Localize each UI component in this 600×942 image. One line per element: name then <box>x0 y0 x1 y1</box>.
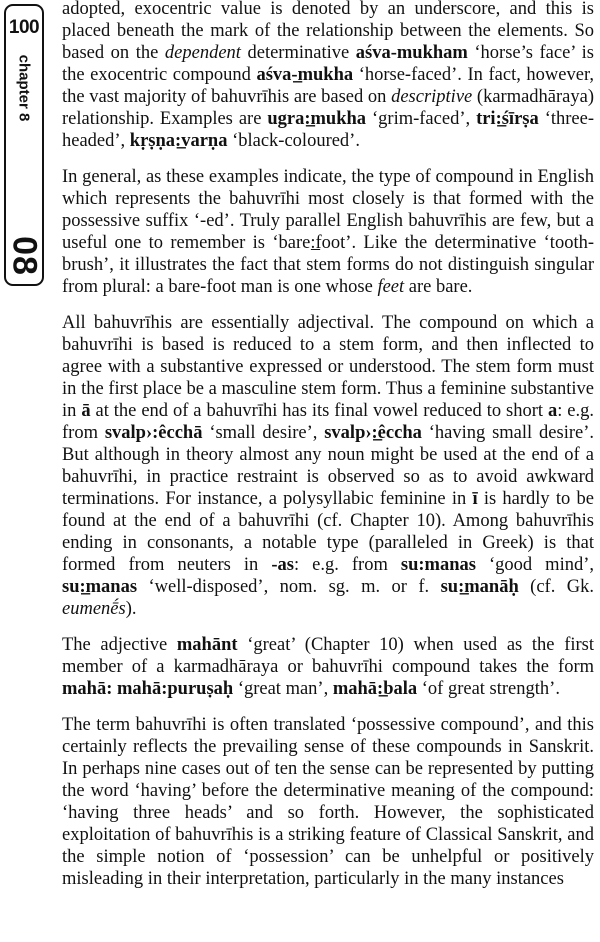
sanskrit-term: su:manas <box>400 555 476 575</box>
paragraph-3 <box>62 312 594 620</box>
sanskrit-term: tri:̲śīrṣa <box>476 109 539 129</box>
sanskrit-term: kṛṣṇa:̲varṇa <box>129 131 228 151</box>
text-run: ‘having small desire’. But although in theory almost any noun might be used at the end of a bahuvrīhi, in practice restraint is observed so as to avoid awkward terminations. For instance, a polysyllabic feminine in <box>62 423 594 509</box>
text-run: ‘great man’, <box>233 679 333 699</box>
sanskrit-term: aśva-mukham <box>355 43 468 63</box>
text-run: The term bahuvrīhi is often translated ‘possessive compound’, and this certainly reflects the prevailing sense of these compounds in Sanskrit. In perhaps nine cases out of ten the sense can be represented by putting the word ‘having’ before the determinative meaning of the compound: ‘having three heads’ and so forth. However, the sophisticated exploitation of bahuvrīhis is a striking feature of Classical Sanskrit, and the simple notion of ‘possession’ can be unhelpful or positively misleading in their interpretation, particularly in the many instances <box>62 715 594 889</box>
emphasis-text: descriptive <box>391 87 473 107</box>
paragraph-1 <box>62 0 594 152</box>
text-run: determinative <box>240 43 356 63</box>
sanskrit-term: mahā:puruṣaḥ <box>117 679 234 699</box>
text-run: All bahuvrīhis are essentially adjectival. The compound on which a bahuvrīhi is based is reduced to a stem form, and then inflected to agree with a substantive expressed or understood. The stem form must in the first place be a masculine stem form. Thus a feminine substantive in <box>62 313 594 421</box>
text-run: (karmadhāraya) relationship. Examples are <box>62 87 594 129</box>
emphasis-text: dependent <box>164 43 241 63</box>
text-run: ‘small desire’, <box>202 423 325 443</box>
sanskrit-term: a <box>547 401 558 421</box>
text-run: are bare. <box>404 277 473 297</box>
sanskrit-term: ugra:̲mukha <box>267 109 367 129</box>
emphasis-text: feet <box>377 277 405 297</box>
text-run: ‘grim-faced’, <box>366 109 477 129</box>
text-run: In general, as these examples indicate, the type of compound in English which represents the bahuvrīhi most closely is that formed with the possessive suffix ‘-ed’. Truly parallel English bahuvrīhis are few, but a useful one to remember is ‘bare:̲foot’. Like the determinative ‘tooth-brush’, it illustrates the fact that stem forms do not distinguish singular from plural: a bare-foot man is one whose <box>62 167 594 297</box>
text-run: ‘horse-faced’. In fact, however, the vast majority of bahuvrīhis are based on <box>62 65 594 107</box>
text-run: ). <box>125 599 137 619</box>
text-run: The adjective <box>62 635 177 655</box>
text-run: at the end of a bahuvrīhi has its final vowel reduced to short <box>90 401 548 421</box>
paragraph-4 <box>62 634 594 700</box>
text-run: ‘three-headed’, <box>62 109 594 151</box>
chapter-side-tab <box>4 4 44 286</box>
chapter-label: chapter 8 <box>15 54 33 122</box>
text-run: (cf. Gk. <box>518 577 594 597</box>
emphasis-text: eumenḗs <box>62 599 126 619</box>
sanskrit-term: ā <box>81 401 91 421</box>
sanskrit-term: svalp›:̲êccha <box>324 423 422 443</box>
sanskrit-term: mahā: <box>62 679 113 699</box>
text-run: is hardly to be found at the end of a bahuvrīhi (cf. Chapter 10). Among bahuvrīhis ending in consonants, a notable type (paralleled in Greek) is that formed from neuters in <box>62 489 594 575</box>
text-run: ‘horse’s face’ is the exocentric compound <box>62 43 594 85</box>
sanskrit-term: su:̲manas <box>62 577 138 597</box>
text-run: ‘of great strength’. <box>417 679 560 699</box>
text-run: ‘great’ (Chapter 10) when used as the first member of a karmadhāraya or bahuvrīhi compound takes the form <box>62 635 594 677</box>
sanskrit-term: aśva-̲mukha <box>256 65 354 85</box>
text-run: ‘good mind’, <box>475 555 594 575</box>
sanskrit-term: ī <box>472 489 478 509</box>
sanskrit-term: svalp›:êcchā <box>104 423 203 443</box>
text-run: ‘well-disposed’, nom. sg. m. or f. <box>137 577 441 597</box>
paragraph-5 <box>62 714 594 890</box>
text-run: : e.g. from <box>293 555 401 575</box>
sanskrit-term: su:̲manāḥ <box>440 577 519 597</box>
body-text <box>62 0 594 904</box>
text-run: ‘black-coloured’. <box>227 131 360 151</box>
paragraph-2 <box>62 166 594 298</box>
chapter-number: 08 <box>5 236 44 276</box>
sanskrit-term: mahānt <box>176 635 238 655</box>
text-run: adopted, exocentric value is denoted by an underscore, and this is placed beneath the mark of the relationship between the elements. So based on the <box>62 0 594 63</box>
page-number: 100 <box>8 17 40 38</box>
sanskrit-term: mahā:̲bala <box>332 679 418 699</box>
text-run: : e.g. from <box>62 401 594 443</box>
sanskrit-term: -as <box>271 555 294 575</box>
